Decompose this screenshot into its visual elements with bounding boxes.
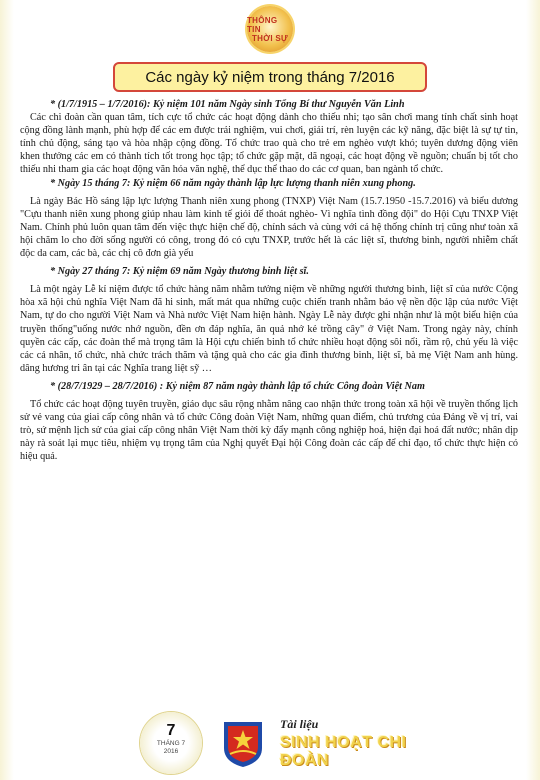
footer-big-title: SINH HOẠT CHI ĐOÀN [280,734,407,769]
page-number-badge [140,712,202,774]
section-paragraph-2: Là ngày Bác Hồ sáng lập lực lượng Thanh niên xung phong (TNXP) Việt Nam (15.7.1950 -15.7.2016) và biểu dương "Cựu thanh niên xung phong giúp nhau làm kinh tế giỏi để thoát nghèo- Vì nghĩa tình đồng đội" do Hội Cựu TNXP Việt Nam. Chính phủ luôn quan tâm đến việc thực hiện chế độ, chính sách và cùng với cả hệ thống chính trị cũng như toàn xã hội chăm lo cho đời sống người có công, trong đó có cựu TNXP, trước hết là các liệt sĩ, thương binh, người nhiễm chất độc da cam, các bà, các chị cô đơn già yếu [20,195,518,260]
section-heading-3: * Ngày 27 tháng 7: Kỷ niệm 69 năm Ngày thương binh liệt sĩ. [50,266,309,278]
section-heading-4: * (28/7/1929 – 28/7/2016) : Kỷ niệm 87 năm ngày thành lập tổ chức Công đoàn Việt Nam [50,380,425,392]
page-month: THÁNG 7 [156,740,186,747]
page-title: Các ngày kỷ niệm trong tháng 7/2016 [145,68,395,86]
section-paragraph-4: Tổ chức các hoạt động tuyên truyền, giáo dục sâu rộng nhằm nâng cao nhận thức trong toàn xã hội về truyền thống lịch sử vẻ vang của giai cấp công nhân và tổ chức Công đoàn Việt Nam, những quan điểm, chủ trương của Đảng về vị trí, vai trò, sứ mệnh lịch sử của giai cấp công nhân Việt Nam thời kỳ đẩy mạnh công nghiệp hoá, hiện đại hoá đất nước; nhân dịp này rà soát lại mục tiêu, nhiệm vụ trọng tâm của Nghị quyết Đại hội Công đoàn các cấp để chỉ đạo, tổ chức thực hiện có hiệu quả. [20,398,518,463]
news-logo [247,6,293,52]
section-paragraph-1: Các chi đoàn cần quan tâm, tích cực tổ chức các hoạt động dành cho thiếu nhi; tạo sân chơi mang tính chất sinh hoạt cộng đồng lành mạnh, phù hợp để các em được trải nghiệm, vui chơi, giải trí, rèn luyện các kỹ năng, đặc biệt là sự tự tin, tính chủ động, sáng tạo và hòa nhập cộng đồng. Tổ chức trao quà cho trẻ em nghèo vượt khó; tuyên dương động viên khen thưởng các em có thành tích tốt trong học tập; tổ chức gặp mặt, dã ngoại, các hoạt động về nguồn; chuẩn bị tốt cho thiếu nhi tham gia các hoạt động văn hóa văn nghệ, thể dục thể thao do các cơ quan, ban ngành tổ chức. [20,112,518,176]
section-paragraph-3: Là một ngày Lễ kỉ niệm được tổ chức hàng năm nhằm tưởng niệm về những người thương binh, liệt sĩ của nước Cộng hòa xã hội chủ nghĩa Việt Nam đã hi sinh, mất mát qua những cuộc chiến tranh nhằm bảo vệ nền độc lập của nước Việt Nam, tự do cho người Việt Nam và Nhà nước Việt Nam hiện hành. Ngày Lễ này được ghi nhận như là một biểu hiện của truyền thống"uống nước nhớ nguồn, đền ơn đáp nghĩa, ăn quả nhớ kẻ trồng cây" ở Việt Nam. Trong ngày này, chính quyền các cấp, các đoàn thể mà trọng tâm là Hội cựu chiến binh tổ chức nhiều hoạt động sôi nổi, rầm rộ, chủ yếu là việc các cá nhân, tổ chức, nhà chức trách thăm và tặng quà cho các gia đình thương binh, liệt sĩ, bà mẹ Việt Nam anh hùng. dâng hương tri ân tại các Nghĩa trang liệt sỹ … [20,284,518,374]
page-year: 2016 [163,748,179,755]
page-footer [140,712,460,774]
section-heading-1: * (1/7/1915 – 1/7/2016): Kỷ niệm 101 năm Ngày sinh Tổng Bí thư Nguyễn Văn Linh [50,99,405,110]
footer-small-title: Tài liệu [280,717,319,731]
logo-line-1: THÔNG TIN [247,15,278,34]
document-content [20,98,518,463]
title-box [113,62,427,92]
page-number: 7 [166,722,176,739]
section-heading-2: * Ngày 15 tháng 7: Kỷ niệm 66 năm ngày thành lập lực lượng thanh niên xung phong. [50,177,416,189]
logo-line-2: THỜI SỰ [251,33,288,43]
youth-union-emblem-icon [220,718,266,768]
